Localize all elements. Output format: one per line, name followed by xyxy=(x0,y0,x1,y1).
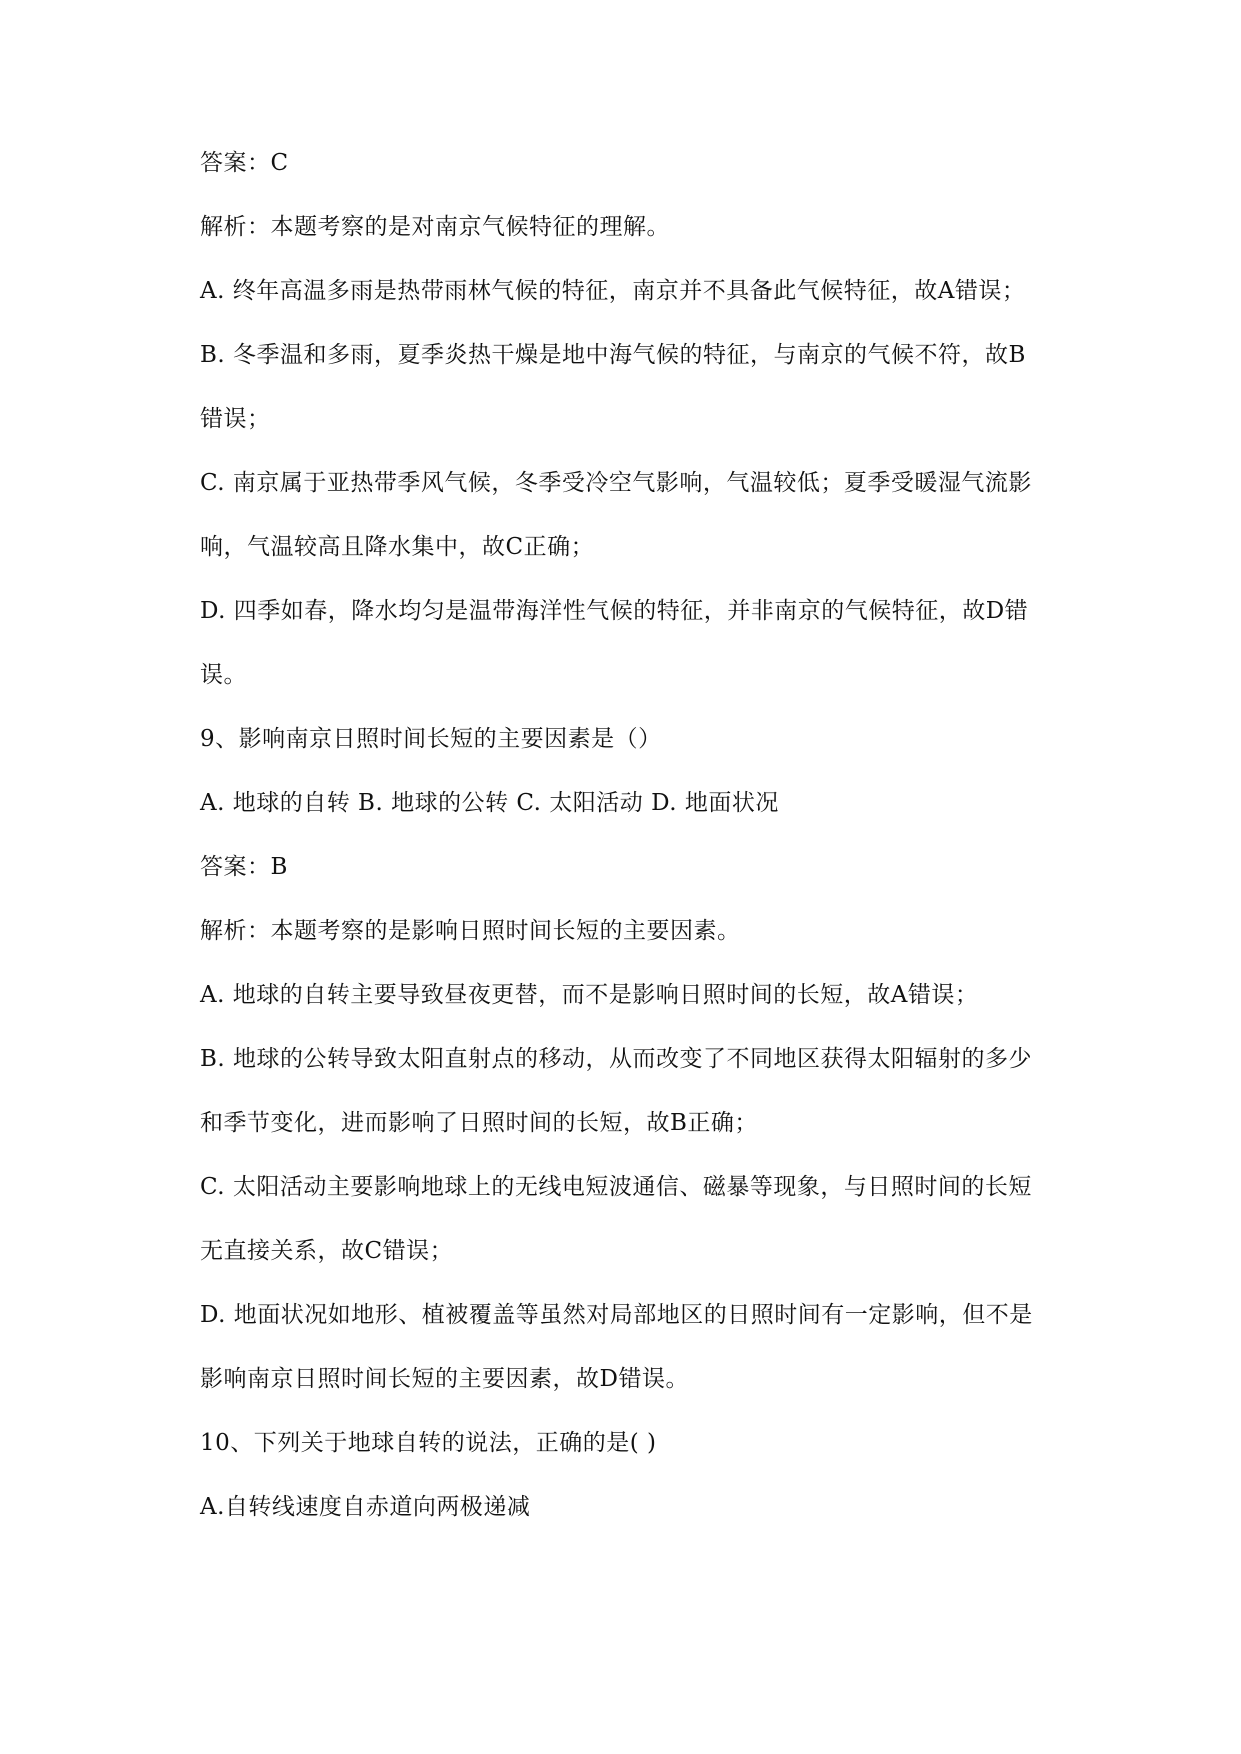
option-b-explanation-q8: B. 冬季温和多雨，夏季炎热干燥是地中海气候的特征，与南京的气候不符，故B xyxy=(200,342,1026,368)
option-c-explanation-q9: C. 太阳活动主要影响地球上的无线电短波通信、磁暴等现象，与日照时间的长短 xyxy=(200,1174,1032,1200)
question-10-option-a: A.自转线速度自赤道向两极递减 xyxy=(200,1494,531,1520)
analysis-line-q9: 解析：本题考察的是影响日照时间长短的主要因素。 xyxy=(200,918,741,944)
answer-line-q9: 答案：B xyxy=(200,854,288,880)
option-d-explanation-q9-cont: 影响南京日照时间长短的主要因素，故D错误。 xyxy=(200,1366,689,1392)
option-a-explanation-q8: A. 终年高温多雨是热带雨林气候的特征，南京并不具备此气候特征，故A错误； xyxy=(200,278,1026,304)
option-c-explanation-q8: C. 南京属于亚热带季风气候，冬季受冷空气影响，气温较低；夏季受暖湿气流影 xyxy=(200,470,1032,496)
option-c-explanation-q8-cont: 响，气温较高且降水集中，故C正确； xyxy=(200,534,595,560)
option-c-explanation-q9-cont: 无直接关系，故C错误； xyxy=(200,1238,454,1264)
option-d-explanation-q8-cont: 误。 xyxy=(200,662,247,688)
option-d-explanation-q9: D. 地面状况如地形、植被覆盖等虽然对局部地区的日照时间有一定影响，但不是 xyxy=(200,1302,1033,1328)
question-10: 10、下列关于地球自转的说法，正确的是( ) xyxy=(200,1430,657,1456)
analysis-line-q8: 解析：本题考察的是对南京气候特征的理解。 xyxy=(200,214,670,240)
question-9-options: A. 地球的自转 B. 地球的公转 C. 太阳活动 D. 地面状况 xyxy=(200,790,779,816)
option-a-explanation-q9: A. 地球的自转主要导致昼夜更替，而不是影响日照时间的长短，故A错误； xyxy=(200,982,979,1008)
option-b-explanation-q8-cont: 错误； xyxy=(200,406,271,432)
option-b-explanation-q9-cont: 和季节变化，进而影响了日照时间的长短，故B正确； xyxy=(200,1110,758,1136)
option-d-explanation-q8: D. 四季如春，降水均匀是温带海洋性气候的特征，并非南京的气候特征，故D错 xyxy=(200,598,1029,624)
answer-line-q8: 答案：C xyxy=(200,150,289,176)
option-b-explanation-q9: B. 地球的公转导致太阳直射点的移动，从而改变了不同地区获得太阳辐射的多少 xyxy=(200,1046,1033,1072)
question-9: 9、影响南京日照时间长短的主要因素是（） xyxy=(200,726,662,752)
